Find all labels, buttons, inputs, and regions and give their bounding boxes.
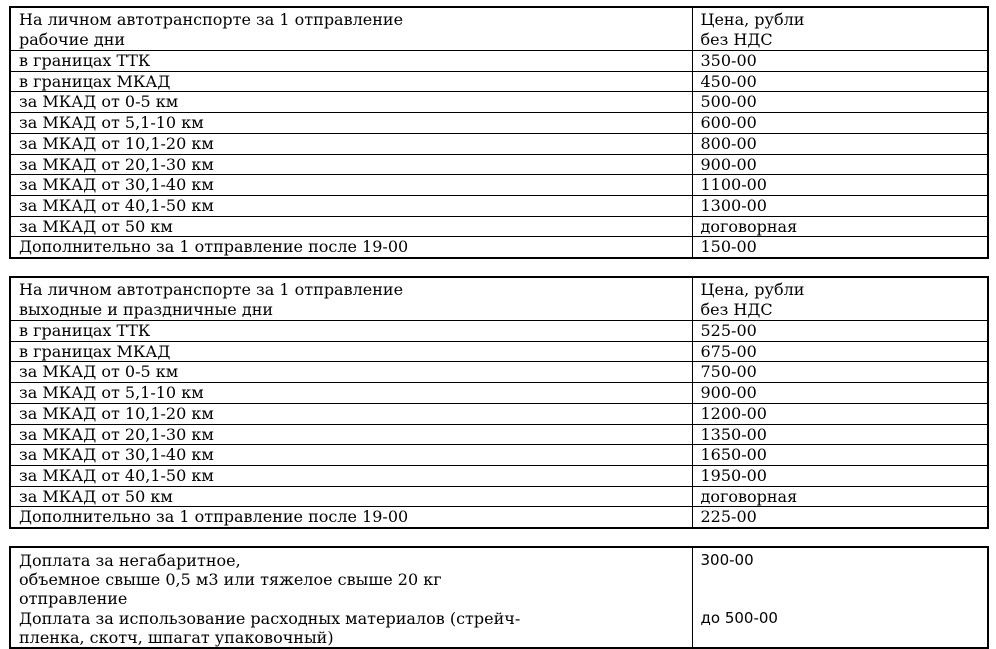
price-cell: 225-00 (692, 507, 988, 528)
price-cell: 1200-00 (692, 403, 988, 424)
price-cell: 1100-00 (692, 175, 988, 196)
table-title-line1: На личном автотранспорте за 1 отправление (19, 9, 404, 29)
table-row (10, 154, 988, 175)
table-title-line1: На личном автотранспорте за 1 отправление (19, 279, 404, 299)
service-header-cell (10, 7, 692, 51)
table-row (10, 321, 988, 342)
table-title-line2: рабочие дни (19, 29, 126, 49)
table-row (10, 195, 988, 216)
surcharge-price-cell (692, 547, 988, 648)
price-header-cell (692, 7, 988, 51)
service-label-cell: за МКАД от 30,1-40 км (10, 175, 692, 196)
service-label-cell: за МКАД от 0-5 км (10, 362, 692, 383)
table-row (10, 51, 988, 72)
price-cell: 500-00 (692, 92, 988, 113)
table-row (10, 92, 988, 113)
service-label-cell: за МКАД от 50 км (10, 486, 692, 507)
service-label-cell: в границах МКАД (10, 341, 692, 362)
table-row (10, 403, 988, 424)
price-cell: 1650-00 (692, 445, 988, 466)
table-header-row (10, 7, 988, 51)
table-row (10, 237, 988, 258)
service-header-cell (10, 277, 692, 321)
price-cell: 1950-00 (692, 465, 988, 486)
price-cell: 350-00 (692, 51, 988, 72)
table-row (10, 113, 988, 134)
service-label-cell: за МКАД от 20,1-30 км (10, 154, 692, 175)
price-cell: 450-00 (692, 71, 988, 92)
table-row (10, 445, 988, 466)
surcharge-oversize-line2: объемное свыше 0,5 м3 или тяжелое свыше 20 кг (19, 570, 442, 590)
service-label-cell: за МКАД от 30,1-40 км (10, 445, 692, 466)
surcharge-oversize-line3: отправление (19, 589, 128, 609)
price-header-line1: Цена, рубли (700, 9, 805, 29)
service-label-cell: в границах ТТК (10, 51, 692, 72)
table-title-line2: выходные и праздничные дни (19, 299, 274, 319)
service-label-cell: за МКАД от 10,1-20 км (10, 133, 692, 154)
table-row (10, 486, 988, 507)
price-cell: 900-00 (692, 154, 988, 175)
price-cell: 1350-00 (692, 424, 988, 445)
price-cell: 750-00 (692, 362, 988, 383)
price-header-line2: без НДС (700, 29, 773, 49)
service-label-cell: за МКАД от 20,1-30 км (10, 424, 692, 445)
service-label-cell: за МКАД от 40,1-50 км (10, 465, 692, 486)
service-label-cell: за МКАД от 40,1-50 км (10, 195, 692, 216)
service-label-cell: за МКАД от 0-5 км (10, 92, 692, 113)
price-header-line1: Цена, рубли (700, 279, 805, 299)
table-row (10, 341, 988, 362)
service-label-cell: Дополнительно за 1 отправление после 19-00 (10, 507, 692, 528)
table-row (10, 216, 988, 237)
service-label-cell: Дополнительно за 1 отправление после 19-00 (10, 237, 692, 258)
price-cell: 900-00 (692, 383, 988, 404)
table-row (10, 547, 988, 648)
surcharge-label-cell (10, 547, 692, 648)
surcharge-table (9, 546, 989, 649)
table-row (10, 465, 988, 486)
price-cell: 675-00 (692, 341, 988, 362)
table-row (10, 133, 988, 154)
table-row (10, 362, 988, 383)
price-cell: 150-00 (692, 237, 988, 258)
price-cell: договорная (692, 216, 988, 237)
price-cell: договорная (692, 486, 988, 507)
surcharge-materials-line2: пленка, скотч, шпагат упаковочный) (19, 627, 334, 647)
price-cell: 525-00 (692, 321, 988, 342)
price-header-line2: без НДС (700, 299, 773, 319)
surcharge-materials-line1: Доплата за использование расходных материалов (стрейч- (19, 608, 521, 628)
service-label-cell: в границах ТТК (10, 321, 692, 342)
weekday-price-table (9, 6, 989, 259)
price-cell: 600-00 (692, 113, 988, 134)
price-cell: 800-00 (692, 133, 988, 154)
service-label-cell: за МКАД от 5,1-10 км (10, 383, 692, 404)
table-row (10, 383, 988, 404)
weekend-price-table (9, 276, 989, 529)
surcharge-oversize-price: 300-00 (700, 551, 754, 570)
price-document (9, 6, 987, 649)
service-label-cell: за МКАД от 5,1-10 км (10, 113, 692, 134)
table-row (10, 71, 988, 92)
table-row (10, 424, 988, 445)
surcharge-oversize-line1: Доплата за негабаритное, (19, 551, 241, 571)
price-header-cell (692, 277, 988, 321)
service-label-cell: в границах МКАД (10, 71, 692, 92)
table-row (10, 175, 988, 196)
service-label-cell: за МКАД от 10,1-20 км (10, 403, 692, 424)
price-cell: 1300-00 (692, 195, 988, 216)
service-label-cell: за МКАД от 50 км (10, 216, 692, 237)
surcharge-materials-price: до 500-00 (700, 608, 778, 627)
table-header-row (10, 277, 988, 321)
table-row (10, 507, 988, 528)
